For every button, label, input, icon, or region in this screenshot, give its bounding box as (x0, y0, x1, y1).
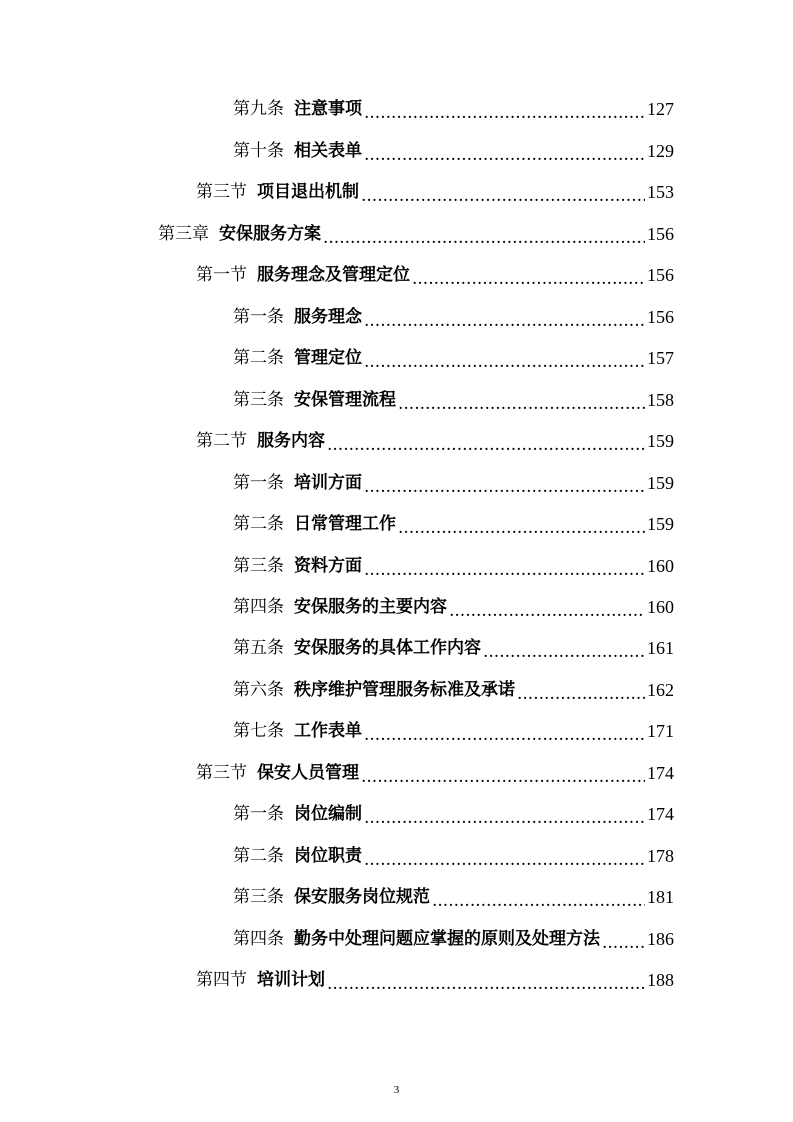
toc-entry-title: 培训计划 (257, 970, 325, 990)
toc-entry[interactable] (233, 343, 674, 373)
toc-entry-title: 项目退出机制 (257, 182, 359, 202)
dot-leader (364, 98, 645, 128)
toc-entry[interactable] (233, 592, 674, 622)
toc-entry-page: 160 (647, 556, 674, 576)
toc-entry-title: 服务内容 (257, 431, 325, 451)
toc-entry-title: 保安服务岗位规范 (294, 887, 430, 907)
toc-entry-number: 第五条 (233, 638, 284, 658)
toc-entry-number: 第六条 (233, 680, 284, 700)
toc-entry[interactable] (233, 799, 674, 829)
dot-leader (398, 513, 645, 543)
dot-leader (361, 762, 645, 792)
toc-entry-title: 服务理念 (294, 307, 362, 327)
toc-entry-title: 安保服务方案 (219, 224, 321, 244)
dot-leader (364, 803, 645, 833)
toc-entry-title: 安保管理流程 (294, 390, 396, 410)
toc-entry-number: 第三条 (233, 556, 284, 576)
toc-entry-number: 第一条 (233, 804, 284, 824)
toc-entry-number: 第三条 (233, 390, 284, 410)
toc-entry-page: 174 (647, 804, 674, 824)
toc-entry-title: 岗位职责 (294, 846, 362, 866)
toc-entry-page: 129 (647, 141, 674, 161)
dot-leader (364, 845, 645, 875)
dot-leader (364, 306, 645, 336)
toc-entry-page: 127 (647, 99, 674, 119)
dot-leader (327, 969, 645, 999)
toc-entry-page: 156 (647, 265, 674, 285)
toc-entry-page: 159 (647, 431, 674, 451)
toc-entry-page: 159 (647, 473, 674, 493)
toc-entry[interactable] (196, 426, 674, 456)
toc-entry-number: 第七条 (233, 721, 284, 741)
dot-leader (432, 886, 645, 916)
dot-leader (361, 181, 645, 211)
dot-leader (364, 555, 645, 585)
toc-entry-page: 181 (647, 887, 674, 907)
toc-entry-number: 第一条 (233, 473, 284, 493)
toc-entry-number: 第一节 (196, 265, 247, 285)
toc-entry[interactable] (233, 716, 674, 746)
toc-entry[interactable] (196, 177, 674, 207)
toc-entry-title: 服务理念及管理定位 (257, 265, 410, 285)
dot-leader (364, 347, 645, 377)
toc-entry-page: 160 (647, 597, 674, 617)
toc-entry[interactable] (233, 675, 674, 705)
toc-entry-number: 第二条 (233, 514, 284, 534)
toc-entry-title: 管理定位 (294, 348, 362, 368)
toc-entry-number: 第四条 (233, 597, 284, 617)
dot-leader (483, 637, 645, 667)
toc-entry-number: 第三章 (158, 224, 209, 244)
toc-entry-page: 159 (647, 514, 674, 534)
toc-entry-title: 安保服务的主要内容 (294, 597, 447, 617)
dot-leader (412, 264, 645, 294)
toc-entry-title: 保安人员管理 (257, 763, 359, 783)
toc-entry-page: 158 (647, 390, 674, 410)
toc-entry-title: 资料方面 (294, 556, 362, 576)
toc-entry-number: 第一条 (233, 307, 284, 327)
toc-entry[interactable] (233, 136, 674, 166)
toc-entry[interactable] (158, 219, 674, 249)
toc-entry-page: 171 (647, 721, 674, 741)
toc-entry[interactable] (233, 841, 674, 871)
toc-entry[interactable] (233, 551, 674, 581)
toc-entry[interactable] (233, 94, 674, 124)
toc-entry-title: 秩序维护管理服务标准及承诺 (294, 680, 515, 700)
toc-entry-number: 第二条 (233, 846, 284, 866)
toc-entry-page: 156 (647, 224, 674, 244)
toc-entry-number: 第九条 (233, 99, 284, 119)
toc-entry-page: 156 (647, 307, 674, 327)
toc-entry-title: 岗位编制 (294, 804, 362, 824)
toc-entry-number: 第十条 (233, 141, 284, 161)
toc-entry-title: 注意事项 (294, 99, 362, 119)
page-number: 3 (393, 1084, 400, 1096)
dot-leader (517, 679, 645, 709)
dot-leader (364, 140, 645, 170)
dot-leader (327, 430, 645, 460)
toc-entry-page: 161 (647, 638, 674, 658)
toc-entry-title: 工作表单 (294, 721, 362, 741)
toc-entry-number: 第二节 (196, 431, 247, 451)
toc-entry[interactable] (233, 468, 674, 498)
toc-entry-number: 第三节 (196, 182, 247, 202)
toc-entry[interactable] (233, 633, 674, 663)
toc-entry-title: 相关表单 (294, 141, 362, 161)
toc-entry-page: 153 (647, 182, 674, 202)
toc-entry[interactable] (196, 758, 674, 788)
toc-entry-title: 培训方面 (294, 473, 362, 493)
toc-entry-title: 日常管理工作 (294, 514, 396, 534)
toc-entry-page: 178 (647, 846, 674, 866)
toc-entry[interactable] (196, 965, 674, 995)
dot-leader (398, 389, 645, 419)
dot-leader (449, 596, 645, 626)
toc-entry-page: 188 (647, 970, 674, 990)
toc-entry[interactable] (233, 509, 674, 539)
dot-leader (323, 223, 645, 253)
toc-entry[interactable] (233, 882, 674, 912)
dot-leader (602, 928, 645, 958)
toc-entry-page: 174 (647, 763, 674, 783)
toc-entry-page: 162 (647, 680, 674, 700)
toc-entry-number: 第四节 (196, 970, 247, 990)
toc-entry-number: 第二条 (233, 348, 284, 368)
dot-leader (364, 720, 645, 750)
toc-entry-page: 157 (647, 348, 674, 368)
toc-entry-number: 第三条 (233, 887, 284, 907)
toc-entry[interactable] (196, 260, 674, 290)
toc-entry-title: 勤务中处理问题应掌握的原则及处理方法 (294, 929, 600, 949)
toc-entry-number: 第四条 (233, 929, 284, 949)
toc-entry[interactable] (233, 924, 674, 954)
toc-entry-title: 安保服务的具体工作内容 (294, 638, 481, 658)
toc-entry-page: 186 (647, 929, 674, 949)
toc-entry-number: 第三节 (196, 763, 247, 783)
dot-leader (364, 472, 645, 502)
toc-entry[interactable] (233, 385, 674, 415)
toc-entry[interactable] (233, 302, 674, 332)
